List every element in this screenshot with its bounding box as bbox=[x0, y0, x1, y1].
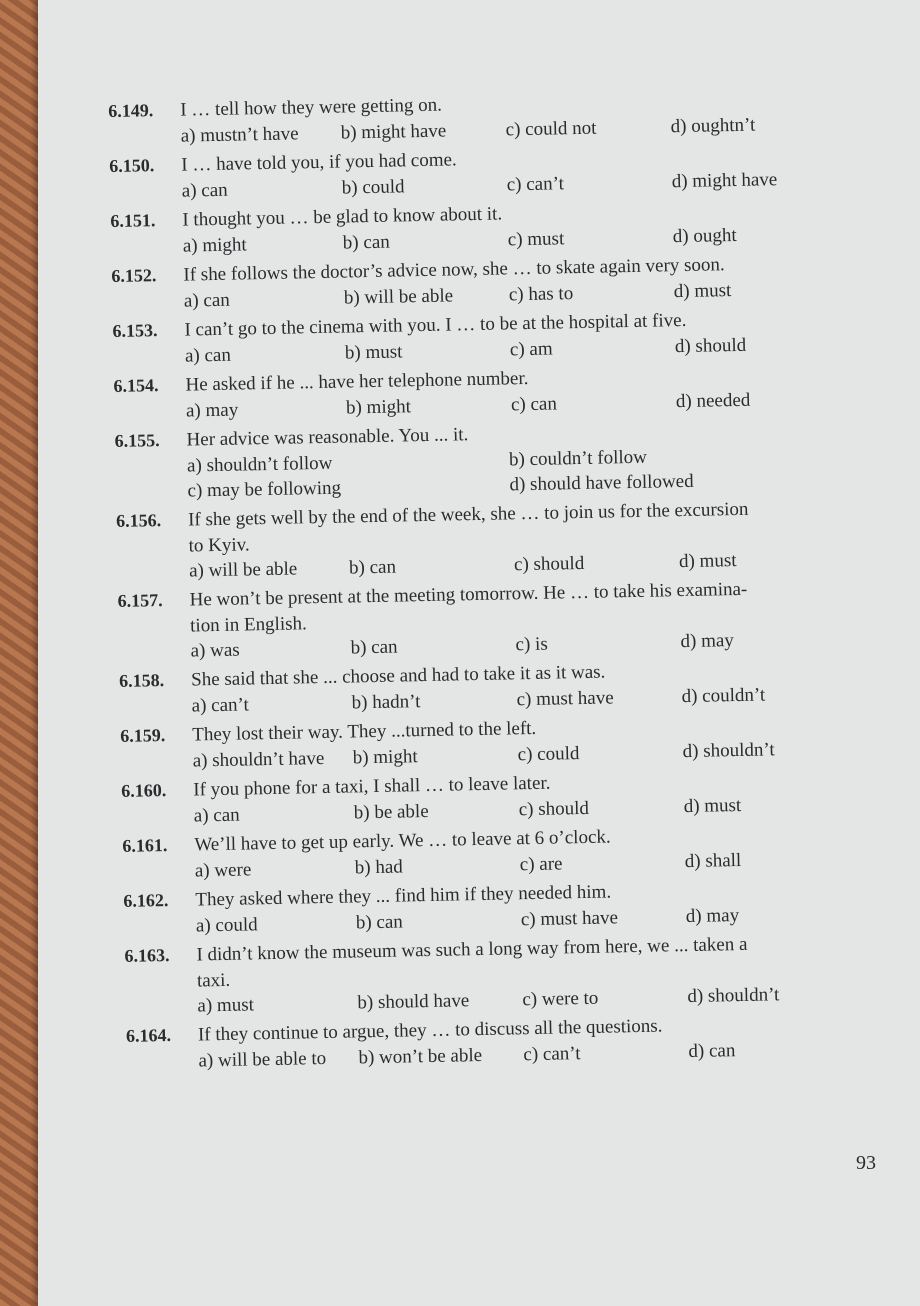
answer-option: d) may bbox=[680, 630, 735, 653]
answer-option: c) could not bbox=[505, 117, 597, 141]
exercise-item bbox=[117, 574, 838, 665]
answer-option: a) were bbox=[194, 859, 252, 882]
exercise-item bbox=[113, 359, 834, 425]
question-text: He asked if he ... have her telephone number. bbox=[185, 367, 529, 396]
exercise-item bbox=[122, 819, 843, 885]
exercise-item bbox=[120, 709, 841, 775]
answer-option: d) might have bbox=[671, 169, 778, 193]
question-text: If she gets well by the end of the week, she … to join us for the excursion bbox=[187, 498, 749, 531]
answer-option: a) can bbox=[183, 289, 230, 312]
answer-option: d) must bbox=[683, 794, 742, 818]
question-text: I … have told you, if you had come. bbox=[181, 149, 457, 176]
question-text: We’ll have to get up early. We … to leave at 6 o’clock. bbox=[194, 826, 611, 856]
exercise-item bbox=[119, 654, 840, 720]
answer-option: d) can bbox=[688, 1040, 736, 1063]
question-text: I didn’t know the museum was such a long way from here, we ... taken a bbox=[196, 933, 748, 966]
answer-option: c) should bbox=[518, 797, 590, 821]
exercise-item bbox=[111, 249, 832, 315]
exercise-item bbox=[126, 1009, 847, 1075]
exercise-item bbox=[108, 84, 829, 150]
question-number: 6.155. bbox=[114, 430, 160, 451]
question-number: 6.158. bbox=[119, 670, 165, 691]
answer-option: a) may bbox=[185, 399, 239, 422]
answer-option: c) has to bbox=[508, 283, 574, 306]
answer-option: a) can bbox=[181, 179, 228, 202]
answer-option: b) had bbox=[354, 856, 404, 879]
answer-option: b) might have bbox=[340, 120, 447, 144]
answer-option: c) could bbox=[517, 743, 580, 766]
answer-option: d) should have followed bbox=[509, 470, 694, 496]
answer-option: c) should bbox=[513, 552, 585, 576]
question-text: She said that she ... choose and had to take it as it was. bbox=[190, 661, 606, 691]
answer-option: a) can bbox=[184, 344, 232, 367]
answer-option: a) must bbox=[197, 994, 255, 1017]
question-number: 6.149. bbox=[108, 100, 154, 121]
question-text: They lost their way. They ...turned to the left. bbox=[192, 717, 537, 746]
answer-option: d) ought bbox=[672, 224, 737, 248]
answer-option: b) must bbox=[344, 341, 403, 364]
answer-option: c) must have bbox=[516, 687, 614, 711]
question-text: Her advice was reasonable. You ... it. bbox=[186, 424, 469, 451]
answer-option: d) oughtn’t bbox=[670, 114, 756, 138]
exercise-list bbox=[108, 84, 847, 1078]
question-number: 6.160. bbox=[121, 780, 167, 801]
answer-option: d) shouldn’t bbox=[682, 739, 775, 763]
answer-option: d) must bbox=[678, 550, 737, 573]
answer-option: b) will be able bbox=[343, 285, 454, 309]
answer-option: d) may bbox=[685, 905, 740, 928]
question-text: If you phone for a taxi, I shall … to leave later. bbox=[193, 772, 551, 801]
answer-option: b) be able bbox=[353, 800, 429, 824]
answer-option: d) couldn’t bbox=[681, 684, 766, 708]
question-number: 6.156. bbox=[115, 510, 162, 531]
answer-option: c) can’t bbox=[506, 173, 565, 196]
answer-option: c) is bbox=[515, 633, 548, 656]
answer-option: b) could bbox=[341, 176, 405, 199]
question-number: 6.162. bbox=[123, 889, 169, 911]
exercise-item bbox=[121, 764, 842, 830]
question-text: I thought you … be glad to know about it. bbox=[182, 203, 503, 231]
answer-option: b) won’t be able bbox=[358, 1044, 483, 1069]
question-text: If she follows the doctor’s advice now, she … to skate again very soon. bbox=[183, 254, 725, 286]
question-number: 6.151. bbox=[110, 210, 156, 231]
answer-option: c) were to bbox=[522, 987, 599, 1011]
answer-option: c) am bbox=[509, 338, 553, 361]
answer-option: c) are bbox=[519, 853, 563, 876]
exercise-item bbox=[109, 139, 830, 205]
answer-option: a) shouldn’t have bbox=[192, 747, 325, 772]
question-number: 6.153. bbox=[112, 320, 158, 341]
answer-option: b) can bbox=[350, 636, 398, 659]
question-number: 6.161. bbox=[122, 835, 168, 856]
question-text-continued: taxi. bbox=[196, 969, 231, 992]
answer-option: b) can bbox=[342, 231, 390, 254]
question-number: 6.152. bbox=[111, 265, 157, 286]
answer-option: a) might bbox=[182, 234, 247, 257]
answer-option: c) must have bbox=[520, 907, 619, 931]
book-page bbox=[38, 0, 920, 1306]
answer-option: d) should bbox=[674, 334, 747, 358]
answer-option: a) could bbox=[195, 914, 258, 937]
question-text-continued: tion in English. bbox=[189, 613, 307, 637]
answer-option: a) will be able bbox=[188, 558, 298, 582]
question-number: 6.157. bbox=[117, 590, 163, 611]
question-text: He won’t be present at the meeting tomorrow. He … to take his examina- bbox=[189, 578, 748, 611]
answer-option: b) can bbox=[355, 911, 404, 934]
exercise-item bbox=[124, 929, 845, 1020]
question-number: 6.164. bbox=[125, 1024, 172, 1046]
answer-option: c) must bbox=[507, 228, 565, 251]
question-text: If they continue to argue, they … to discuss all the questions. bbox=[197, 1015, 663, 1046]
answer-option: d) must bbox=[673, 280, 732, 303]
answer-option: c) can’t bbox=[523, 1043, 581, 1066]
question-text: I can’t go to the cinema with you. I … to be at the hospital at five. bbox=[184, 309, 687, 341]
answer-option: b) can bbox=[348, 556, 397, 579]
answer-option: a) can bbox=[193, 804, 240, 827]
answer-option: d) shall bbox=[684, 849, 742, 873]
question-text-continued: to Kyiv. bbox=[188, 534, 250, 557]
page-number: 93 bbox=[856, 1152, 876, 1174]
exercise-item bbox=[110, 194, 831, 260]
answer-option: b) should have bbox=[357, 990, 470, 1014]
answer-option: b) hadn’t bbox=[351, 691, 421, 714]
question-number: 6.154. bbox=[113, 375, 159, 396]
answer-option: a) will be able to bbox=[198, 1047, 327, 1072]
exercise-item bbox=[114, 414, 835, 505]
answer-option: a) shouldn’t follow bbox=[186, 452, 333, 477]
answer-option: a) can’t bbox=[191, 694, 250, 717]
answer-option: d) needed bbox=[675, 389, 751, 413]
answer-option: b) couldn’t follow bbox=[508, 446, 648, 471]
exercise-item bbox=[116, 494, 837, 585]
answer-option: c) may be following bbox=[187, 477, 342, 502]
answer-option: d) shouldn’t bbox=[687, 984, 780, 1008]
answer-option: c) can bbox=[510, 393, 558, 416]
answer-option: b) might bbox=[352, 746, 418, 769]
answer-option: a) was bbox=[190, 639, 240, 662]
question-number: 6.163. bbox=[124, 944, 170, 966]
question-text: They asked where they ... find him if they needed him. bbox=[195, 881, 612, 911]
answer-option: a) mustn’t have bbox=[180, 123, 299, 147]
question-text: I … tell how they were getting on. bbox=[180, 94, 443, 121]
answer-option: b) might bbox=[345, 396, 412, 419]
exercise-item bbox=[123, 874, 844, 940]
exercise-item bbox=[112, 304, 833, 370]
question-number: 6.159. bbox=[120, 725, 166, 746]
question-number: 6.150. bbox=[109, 155, 155, 176]
